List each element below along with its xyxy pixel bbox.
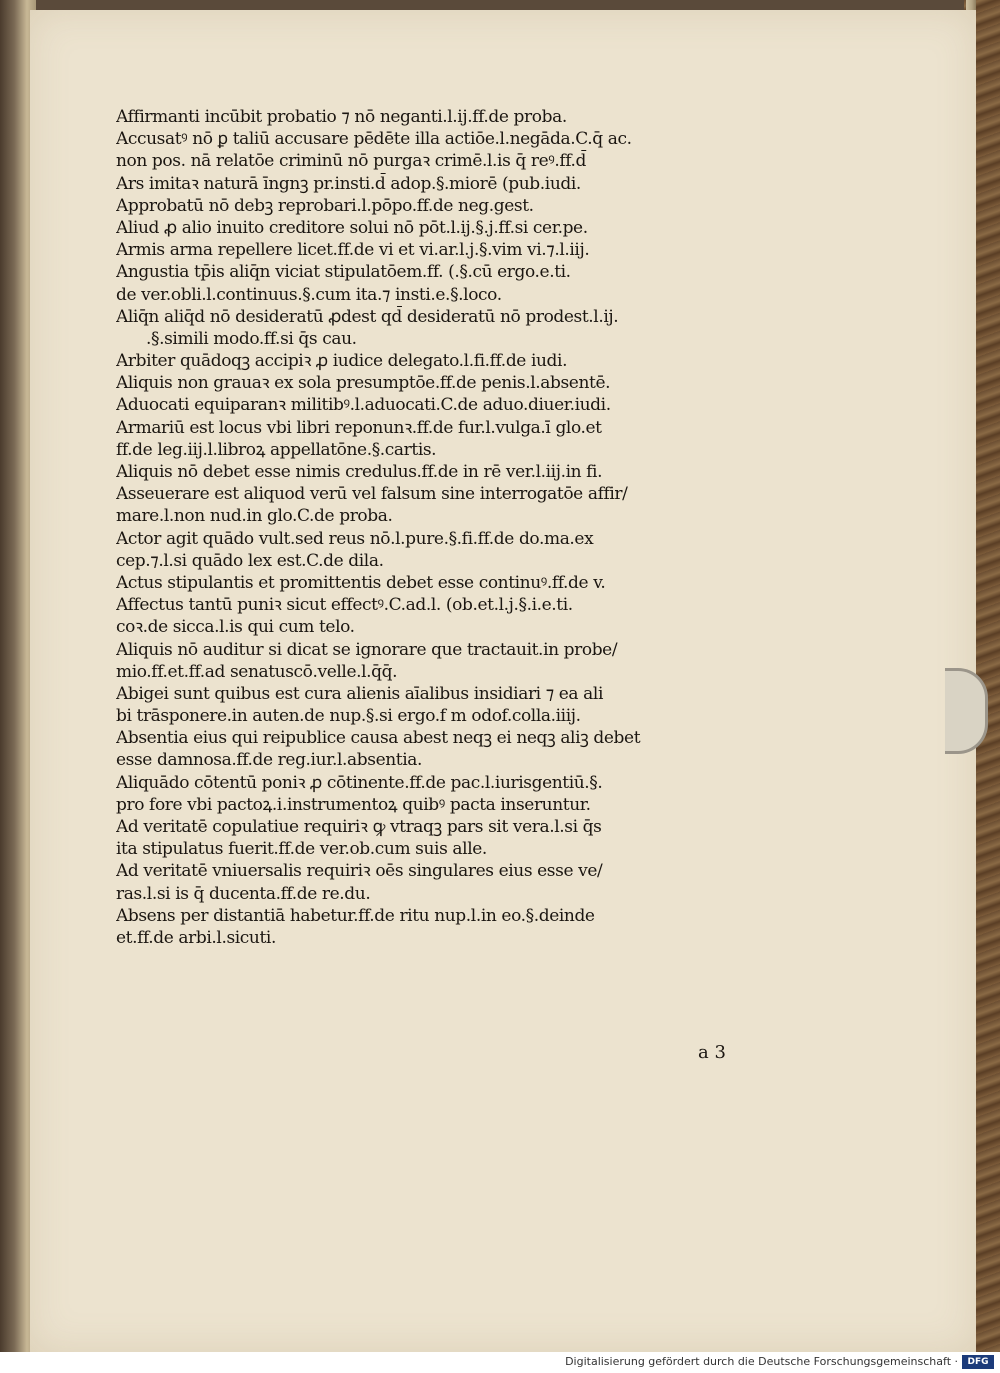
signature-mark: a 3 [698, 1042, 726, 1063]
text-line: esse damnosa.ff.de reg.iur.l.absentia. [116, 750, 423, 771]
text-line: Actor agit quādo vult.sed reus nō.l.pure.§.fi.ff.de do.ma.ex [116, 528, 594, 549]
text-line: coꝛ.de sicca.l.is qui cum telo. [116, 617, 355, 638]
text-line: Aliud ꝓ alio inuito creditore solui nō pōt.l.ij.§.j.ff.si cer.pe. [116, 217, 588, 238]
text-line: Affirmanti incūbit probatio ⁊ nō neganti.l.ij.ff.de proba. [116, 107, 567, 127]
text-line: et.ff.de arbi.l.sicuti. [116, 927, 276, 948]
text-line: Ad veritatē vniuersalis requiriꝛ oēs singulares eius esse ve/ [116, 861, 603, 882]
text-line: .§.simili modo.ff.si q̄s cau. [146, 328, 357, 349]
text-line: Aliquis nō debet esse nimis credulus.ff.de in rē ver.l.iij.in fi. [116, 462, 603, 482]
text-line: Arbiter quādoqꝫ accipiꝛ ꝓ iudice delegato.l.fi.ff.de iudi. [116, 351, 568, 372]
text-line: non pos. nā relatōe criminū nō purgaꝛ crimē.l.is q̄ reꝰ.ff.d̄ [116, 151, 587, 172]
text-line: Actus stipulantis et promittentis debet esse continuꝰ.ff.de v. [116, 572, 606, 593]
text-line: Armariū est locus vbi libri reponunꝛ.ff.de fur.l.vulga.ī glo.et [116, 417, 602, 438]
text-line: Ad veritatē copulatiue requiriꝛ ꝙ vtraqꝫ pars sit vera.l.si q̄s [116, 817, 602, 837]
text-line: bi trāsponere.in auten.de nup.§.si ergo.f m odof.colla.iiij. [116, 706, 581, 727]
text-line: Approbatū nō debꝫ reprobari.l.pōpo.ff.de neg.gest. [116, 195, 534, 216]
text-line: ita stipulatus fuerit.ff.de ver.ob.cum suis alle. [116, 839, 487, 860]
text-line: Absens per distantiā habetur.ff.de ritu nup.l.in eo.§.deinde [116, 905, 595, 926]
text-line: ff.de leg.iij.l.libroꝝ appellatōne.§.cartis. [116, 439, 437, 460]
text-line: Accusatꝰ nō ꝑ taliū accusare pēdēte illa actiōe.l.negāda.C.q̄ ac. [116, 129, 632, 150]
text-line: pro fore vbi pactoꝝ.i.instrumentoꝝ quibꝰ pacta inseruntur. [116, 794, 591, 815]
text-line: de ver.obli.l.continuus.§.cum ita.⁊ insti.e.§.loco. [116, 284, 502, 305]
text-line: Aduocati equiparanꝛ militibꝰ.l.aduocati.C.de aduo.diuer.iudi. [116, 395, 611, 416]
text-line: Aliquis nō auditur si dicat se ignorare que tractauit.in probe/ [116, 639, 618, 660]
text-line: Asseuerare est aliquod verū vel falsum sine interrogatōe affir/ [116, 484, 628, 505]
footer-credit: Digitalisierung gefördert durch die Deutsche Forschungsgemeinschaft · [565, 1355, 958, 1368]
text-line: cep.⁊.l.si quādo lex est.C.de dila. [116, 550, 384, 571]
text-line: Abigei sunt quibus est cura alienis aīalibus insidiari ⁊ ea ali [116, 683, 603, 704]
text-line: mio.ff.et.ff.ad senatuscō.velle.l.q̄q̄. [116, 661, 398, 682]
text-block [116, 106, 756, 949]
text-line: Ars imitaꝛ naturā īngnꝫ pr.insti.d̄ adop.§.miorē (pub.iudi. [116, 173, 581, 194]
text-line: Aliq̄n aliq̄d nō desideratū ꝓdest qd̄ desideratū nō prodest.l.ij. [116, 306, 619, 327]
page-clip [945, 668, 988, 754]
text-line: ras.l.si is q̄ ducenta.ff.de re.du. [116, 883, 371, 904]
dfg-logo: DFG [962, 1355, 994, 1369]
text-line: Armis arma repellere licet.ff.de vi et vi.ar.l.j.§.vim vi.⁊.l.iij. [116, 240, 590, 261]
text-line: mare.l.non nud.in glo.C.de proba. [116, 506, 393, 527]
text-line: Aliquādo cōtentū poniꝛ ꝓ cōtinente.ff.de pac.l.iurisgentiū.§. [116, 772, 603, 793]
text-line: Aliquis non grauaꝛ ex sola presumptōe.ff.de penis.l.absentē. [116, 373, 611, 394]
text-line: Angustia tp̄is aliq̄n viciat stipulatōem.ff. (.§.cū ergo.e.ti. [116, 262, 571, 283]
text-line: Absentia eius qui reipublice causa abest neqꝫ ei neqꝫ aliꝫ debet [116, 728, 641, 749]
text-line: Affectus tantū puniꝛ sicut effectꝰ.C.ad.l. (ob.et.l.j.§.i.e.ti. [116, 595, 573, 616]
footer-bar [0, 1352, 1000, 1373]
